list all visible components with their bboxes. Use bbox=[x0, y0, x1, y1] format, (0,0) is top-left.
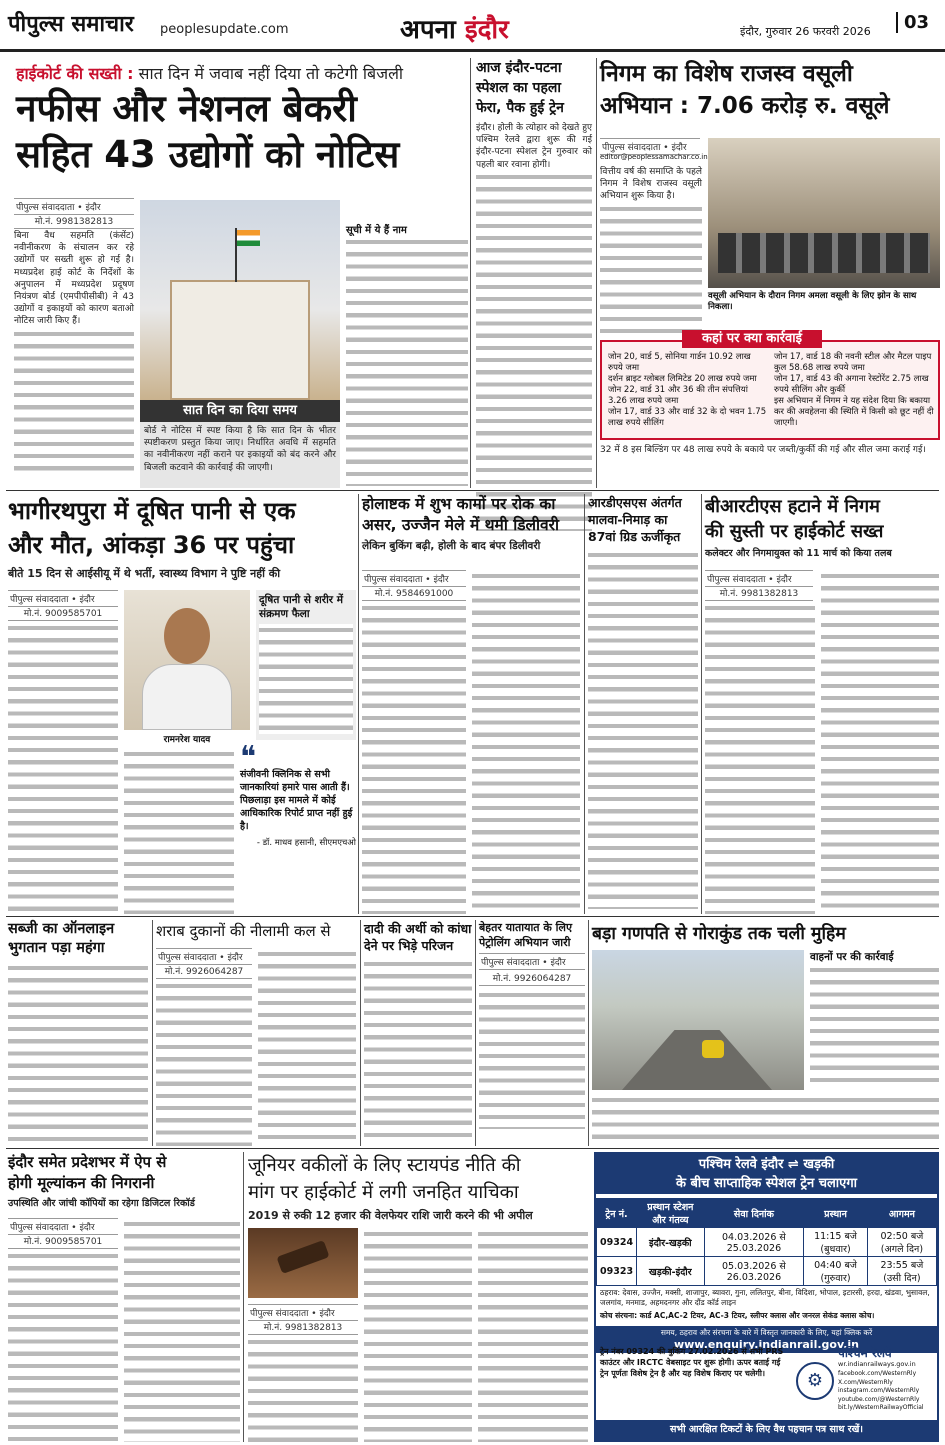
text-filler bbox=[478, 1228, 588, 1442]
text-filler bbox=[362, 602, 466, 914]
quote-text: संजीवनी क्लिनिक से सभी जानकारियां हमारे पास आती हैं। पिछलाड़ा इस मामले में कोई आधिकारिक रिपोर्ट प्राप्त नहीं हुई है। bbox=[240, 769, 353, 832]
junior-text-3 bbox=[478, 1228, 588, 1442]
holashtak-phone: मो.नं. 9584691000 bbox=[362, 585, 466, 601]
photo-caption: सात दिन का दिया समय bbox=[140, 400, 340, 422]
bhagirath-phone: मो.नं. 9009585701 bbox=[8, 605, 118, 621]
brts-text-2 bbox=[821, 570, 939, 914]
gavel-icon bbox=[276, 1240, 329, 1274]
page-header bbox=[0, 0, 945, 52]
petrol-byline: पीपुल्स संवाददाता • इंदौर bbox=[479, 953, 585, 970]
table-cell: 04:40 बजे (गुरुवार) bbox=[804, 1257, 868, 1286]
holashtak-text-2 bbox=[472, 570, 580, 914]
nigam-photo bbox=[708, 138, 940, 288]
brts-story bbox=[705, 494, 939, 914]
sharab-text-2 bbox=[258, 948, 356, 1146]
text-filler bbox=[810, 964, 939, 1084]
section-rule bbox=[6, 490, 939, 491]
dadi-headline: दादी की अर्थी को कांधा देने पर भिड़े परिजन bbox=[364, 921, 472, 953]
junior-story bbox=[248, 1152, 588, 1442]
action-item: जोन 22, वार्ड 31 और 36 की तीन संपत्तियां 3.26 लाख रुपये जमा bbox=[608, 385, 748, 406]
petrol-story bbox=[479, 920, 585, 1146]
lead-byline: पीपुल्स संवाददाता • इंदौर bbox=[14, 198, 134, 215]
table-cell: 02:50 बजे (अगले दिन) bbox=[867, 1228, 936, 1257]
junior-text bbox=[248, 1336, 358, 1442]
table-header: ट्रेन नं. bbox=[597, 1199, 637, 1228]
ganpati-photo bbox=[592, 950, 804, 1090]
text-filler bbox=[592, 1094, 939, 1146]
text-filler bbox=[124, 748, 234, 914]
text-filler bbox=[124, 1218, 240, 1442]
table-cell: 05.03.2026 से 26.03.2026 bbox=[704, 1257, 804, 1286]
bhagirath-headline: भागीरथपुरा में दूषित पानी से एक और मौत, आंकड़ा 36 पर पहुंचा bbox=[8, 497, 296, 559]
action-box bbox=[600, 331, 940, 440]
table-header: आगमन bbox=[867, 1199, 936, 1228]
bhagirath-subhead: बीते 15 दिन से आईसीयू में थे भर्ती, स्वास्थ्य विभाग ने पुष्टि नहीं की bbox=[8, 567, 281, 580]
sharab-text bbox=[156, 980, 252, 1146]
text-filler bbox=[588, 549, 698, 909]
name-list bbox=[346, 222, 468, 488]
ad-stops: ठहराव: देवास, उज्जैन, मक्सी, शाजापुर, ब्यावरा, गुना, ललितपुर, बीना, विदिशा, भोपाल, इटारसी, हरदा, खंडवा, भुसावल, जलगांव, मनमाड, अहमदनगर और दौंड कॉर्ड लाइन bbox=[600, 1288, 930, 1307]
lead-story bbox=[8, 58, 468, 488]
table-header: प्रस्थान स्टेशन और गंतव्य bbox=[637, 1199, 705, 1228]
app-headline: इंदौर समेत प्रदेशभर में ऐप से होगी मूल्यांकन की निगरानी bbox=[8, 1153, 167, 1192]
dadi-story bbox=[364, 920, 472, 1146]
brts-byline: पीपुल्स संवाददाता • इंदौर bbox=[705, 570, 813, 587]
ad-coach: कोच संरचना: कार्ड AC,AC-2 टियर, AC-3 टियर, स्लीपर क्लास और जनरल सेकंड क्लास कोच। bbox=[600, 1311, 875, 1320]
website-link[interactable]: peoplesupdate.com bbox=[160, 22, 289, 37]
ad-booking: ट्रेन नंबर 09324 की बुकिंग 27.02.2026 से सभी PRS काउंटर और IRCTC वेबसाइट पर शुरू होगी। ऊपर बताई गई ट्रेन पूर्णतः विशेष ट्रेन है और यह विशेष किराए पर चलेगी। bbox=[600, 1347, 784, 1378]
holashtak-byline: पीपुल्स संवाददाता • इंदौर bbox=[362, 570, 466, 587]
rdss-story bbox=[588, 494, 698, 914]
sharab-story bbox=[156, 920, 356, 1146]
ganpati-side-text bbox=[810, 964, 939, 1084]
section-title: अपना इंदौर bbox=[400, 15, 509, 45]
table-cell: 11:15 बजे (बुधवार) bbox=[804, 1228, 868, 1257]
table-row bbox=[597, 1228, 937, 1257]
column-rule bbox=[701, 494, 702, 914]
vehicles-shape bbox=[718, 233, 930, 273]
name-list-text bbox=[346, 236, 468, 486]
table-header: प्रस्थान bbox=[804, 1199, 868, 1228]
table-row bbox=[597, 1257, 937, 1286]
brts-text bbox=[705, 602, 815, 914]
ad-footer: सभी आरक्षित टिकटों के लिए वैध पहचान पत्र साथ रखें। bbox=[596, 1420, 937, 1440]
rdss-headline: आरडीएसएस अंतर्गत मालवा-निमाड़ का 87वां ग्रिड ऊर्जीकृत bbox=[588, 495, 682, 544]
table-cell: 09323 bbox=[597, 1257, 637, 1286]
dadi-text bbox=[364, 958, 472, 1138]
petrol-headline: बेहतर यातायात के लिए पेट्रोलिंग अभियान जारी bbox=[479, 921, 573, 949]
nigam-email[interactable]: editor@peoplessamachar.co.in bbox=[600, 153, 708, 161]
nigam-byline: पीपुल्स संवाददाता • इंदौर bbox=[600, 138, 700, 155]
masthead: पीपुल्स समाचार bbox=[8, 11, 134, 37]
nigam-photo-caption: वसूली अभियान के दौरान निगम अमला वसूली के लिए झोन के साथ निकला। bbox=[708, 291, 917, 312]
portrait-photo bbox=[124, 590, 250, 730]
text-filler bbox=[8, 1250, 118, 1442]
side-box-text bbox=[256, 624, 356, 734]
text-filler bbox=[821, 570, 939, 914]
junior-phone: मो.नं. 9981382813 bbox=[248, 1319, 358, 1335]
section-rule bbox=[6, 1148, 939, 1149]
lead-photo bbox=[140, 200, 340, 400]
ad-brand: पश्चिम रेलवे bbox=[838, 1346, 892, 1360]
brts-phone: मो.नं. 9981382813 bbox=[705, 585, 813, 601]
train-schedule-table bbox=[596, 1198, 937, 1286]
social-link-instagram[interactable]: instagram.com/WesternRly bbox=[838, 1387, 920, 1394]
flag-pole-shape bbox=[235, 228, 237, 282]
ad-brand-url[interactable]: wr.indianrailways.gov.in bbox=[838, 1360, 916, 1368]
photo-caption-box bbox=[140, 400, 340, 488]
sharab-headline: शराब दुकानों की नीलामी कल से bbox=[156, 922, 331, 940]
ad-title: पश्चिम रेलवे इंदौर ⇌ खड़की के बीच साप्ताहिक स्पेशल ट्रेन चलाएगा bbox=[596, 1154, 937, 1194]
text-filler bbox=[479, 989, 585, 1129]
app-byline: पीपुल्स संवाददाता • इंदौर bbox=[8, 1218, 118, 1235]
action-box-title: कहां पर क्या कार्रवाई bbox=[682, 330, 822, 348]
text-filler bbox=[156, 980, 252, 1146]
text-filler bbox=[258, 948, 356, 1146]
table-cell: इंदौर-खड़की bbox=[637, 1228, 705, 1257]
ganpati-headline: बड़ा गणपति से गोराकुंड तक चली मुहिम bbox=[592, 924, 846, 944]
text-filler bbox=[14, 328, 134, 478]
sharab-phone: मो.नं. 9926064287 bbox=[156, 963, 252, 979]
lead-text: बिना वैध सहमति (कंसेंट) नवीनीकरण के संचालन कर रहे उद्योगों पर सख्ती शुरू हो गई है। मध्यप्रदेश हाई कोर्ट के निर्देशों के अनुपालन में मध्यप्रदेश प्रदूषण नियंत्रण बोर्ड (एमपीपीसीबी) ने 43 उद्योगों व इकाइयों को कारण बताओ नोटिस जारी किए हैं। bbox=[14, 230, 134, 488]
auto-rickshaw-shape bbox=[702, 1040, 724, 1058]
bhagirath-byline: पीपुल्स संवाददाता • इंदौर bbox=[8, 590, 118, 607]
holashtak-subhead: लेकिन बुकिंग बढ़ी, होली के बाद बंपर डिलीवरी bbox=[362, 540, 541, 552]
text-filler bbox=[705, 602, 815, 914]
table-header-row bbox=[597, 1199, 937, 1228]
bhagirath-text bbox=[8, 622, 118, 914]
social-link-facebook[interactable]: facebook.com/WesternRly bbox=[838, 1370, 917, 1377]
table-header: सेवा दिनांक bbox=[704, 1199, 804, 1228]
dateline: इंदौर, गुरुवार 26 फरवरी 2026 bbox=[740, 25, 871, 38]
section-rule bbox=[6, 916, 939, 917]
railway-logo-icon: ⚙ bbox=[796, 1362, 834, 1400]
bhagirath-text-2 bbox=[124, 748, 234, 914]
app-text-2 bbox=[124, 1218, 240, 1442]
table-cell: 23:55 बजे (उसी दिन) bbox=[867, 1257, 936, 1286]
column-rule bbox=[360, 920, 361, 1146]
quote-box bbox=[240, 740, 356, 914]
ganpati-side-title: वाहनों पर की कार्रवाई bbox=[810, 951, 894, 963]
action-list-left bbox=[608, 352, 768, 429]
action-item: दर्शन ब्राइट ग्लोबल लिमिटेड 20 लाख रुपये जमा bbox=[608, 374, 757, 384]
text-filler bbox=[364, 958, 472, 1138]
page-number: 03 bbox=[896, 12, 929, 33]
app-text bbox=[8, 1250, 118, 1442]
name-list-title: सूची में ये हैं नाम bbox=[346, 225, 407, 236]
train-headline: आज इंदौर-पटना स्पेशल का पहला फेरा, पैक हुई ट्रेन bbox=[476, 60, 564, 116]
lead-headline: नफीस और नेशनल बेकरी सहित 43 उद्योगों को नोटिस bbox=[16, 87, 400, 176]
road-shape bbox=[622, 1030, 772, 1090]
app-story bbox=[8, 1152, 240, 1442]
petrol-text bbox=[479, 989, 585, 1129]
action-item: इस अभियान में निगम ने यह संदेश दिया कि बकाया कर की अवहेलना की स्थिति में किसी को छूट नहीं दी जाएगी। bbox=[774, 396, 934, 428]
brts-headline: बीआरटीएस हटाने में निगम की सुस्ती पर हाईकोर्ट सख्त bbox=[705, 496, 884, 542]
text-filler bbox=[346, 236, 468, 486]
action-item: जोन 20, वार्ड 5, सोनिया गार्डन 10.92 लाख रुपये जमा bbox=[608, 352, 751, 373]
photo-caption-text: बोर्ड ने नोटिस में स्पष्ट किया है कि सात दिन के भीतर स्पष्टीकरण प्रस्तुत किया जाए। निर्धारित अवधि में सहमति का नवीनीकरण नहीं कराने पर इकाइयों को बंद करने और बिजली कटवाने की कार्रवाई की जाएगी। bbox=[144, 426, 336, 473]
side-box bbox=[256, 590, 356, 740]
ganpati-text bbox=[592, 1094, 939, 1146]
lead-kicker: हाईकोर्ट की सख्ती : सात दिन में जवाब नहीं दिया तो कटेगी बिजली bbox=[16, 64, 404, 83]
column-rule bbox=[596, 58, 597, 488]
table-cell: 04.03.2026 से 25.03.2026 bbox=[704, 1228, 804, 1257]
holashtak-headline: होलाष्टक में शुभ कामों पर रोक का असर, उज्जैन मेले में थमी डिलीवरी bbox=[362, 495, 560, 534]
social-link-youtube[interactable]: youtube.com/@WesternRly bbox=[838, 1395, 920, 1403]
holashtak-text bbox=[362, 602, 466, 914]
railway-ad bbox=[594, 1152, 939, 1442]
social-links bbox=[838, 1370, 936, 1413]
portrait-body-shape bbox=[142, 664, 232, 730]
column-rule bbox=[475, 920, 476, 1146]
ganpati-side bbox=[810, 950, 939, 1090]
ganpati-story bbox=[592, 920, 939, 1146]
petrol-phone: मो.नं. 9926064287 bbox=[479, 970, 585, 986]
portrait-caption: रामनरेश यादव bbox=[163, 735, 211, 745]
sabji-headline: सब्जी का ऑनलाइन भुगतान पड़ा महंगा bbox=[8, 921, 115, 956]
column-rule bbox=[358, 494, 359, 914]
sabji-story bbox=[8, 920, 148, 1146]
text-filler bbox=[248, 1336, 358, 1442]
side-box-title: दूषित पानी से शरीर में संक्रमण फैला bbox=[259, 594, 344, 620]
quote-attribution: - डॉ. माधव हसानी, सीएमएचओ bbox=[256, 838, 356, 848]
junior-subhead: 2019 से रुकी 12 हजार की वेलफेयर राशि जारी करने की भी अपील bbox=[248, 1209, 533, 1222]
ad-url[interactable]: www.enquiry.indianrail.gov.in bbox=[673, 1338, 860, 1351]
action-item: जोन 17, वार्ड 18 की नवनी स्टील और मैटल पाइप कुल 58.68 लाख रुपये जमा bbox=[774, 352, 932, 373]
text-filler bbox=[259, 624, 353, 734]
column-rule bbox=[243, 1152, 244, 1442]
app-phone: मो.नं. 9009585701 bbox=[8, 1233, 118, 1249]
sabji-text bbox=[8, 962, 148, 1142]
action-item: जोन 17, वार्ड 33 और वार्ड 32 के दो भवन 1.75 लाख रुपये सीलिंग bbox=[608, 407, 767, 428]
train-story bbox=[476, 58, 592, 488]
flag-icon bbox=[236, 230, 260, 246]
column-rule bbox=[152, 920, 153, 1146]
text-filler bbox=[8, 622, 118, 914]
text-filler bbox=[476, 171, 592, 531]
action-list-right bbox=[774, 352, 936, 429]
action-item: जोन 17, वार्ड 43 की अगाना रेस्टोरेंट 2.75 लाख रुपये सीलिंग और कुर्की bbox=[774, 374, 929, 395]
app-subhead: उपस्थिति और जांची कॉपियों का रहेगा डिजिटल रिकॉर्ड bbox=[8, 1198, 195, 1209]
column-rule bbox=[470, 58, 471, 488]
junior-text-2 bbox=[364, 1228, 472, 1442]
column-rule bbox=[584, 494, 585, 914]
building-shape bbox=[170, 280, 310, 400]
nigam-headline: निगम का विशेष राजस्व वसूली अभियान : 7.06 करोड़ रु. वसूले bbox=[600, 61, 890, 119]
social-link-x[interactable]: X.com/WesternRly bbox=[838, 1378, 893, 1386]
table-cell: खड़की-इंदौर bbox=[637, 1257, 705, 1286]
rdss-text bbox=[588, 549, 698, 909]
nigam-story bbox=[600, 58, 940, 488]
nigam-text: वित्तीय वर्ष की समाप्ति के पहले निगम ने विशेष राजस्व वसूली अभियान शुरू किया है। bbox=[600, 166, 702, 336]
portrait-head-shape bbox=[164, 608, 210, 664]
text-filler bbox=[472, 570, 580, 914]
ad-brand-block bbox=[796, 1344, 936, 1418]
gavel-photo bbox=[248, 1228, 358, 1298]
column-rule bbox=[588, 920, 589, 1146]
brts-subhead: कलेक्टर और निगमायुक्त को 11 मार्च को किया तलब bbox=[705, 548, 892, 559]
junior-byline: पीपुल्स संवाददाता • इंदौर bbox=[248, 1304, 358, 1321]
sharab-byline: पीपुल्स संवाददाता • इंदौर bbox=[156, 948, 252, 965]
holashtak-story bbox=[362, 494, 580, 914]
junior-headline: जूनियर वकीलों के लिए स्टायपंड नीति की मांग पर हाईकोर्ट में लगी जनहित याचिका bbox=[248, 1155, 521, 1203]
ad-note: समय, ठहराव और संरचना के बारे में विस्तृत जानकारी के लिए, यहां क्लिक करें bbox=[660, 1328, 873, 1337]
table-cell: 09324 bbox=[597, 1228, 637, 1257]
bhagirath-story bbox=[8, 494, 356, 914]
train-text: इंदौर। होली के त्योहार को देखते हुए पश्चिम रेलवे द्वारा शुरू की गई इंदौर-पटना स्पेशल ट्रेन गुरुवार को पहली बार रवाना होगी। bbox=[476, 122, 592, 482]
lead-phone: मो.नं. 9981382813 bbox=[14, 213, 134, 229]
social-link-web[interactable]: bit.ly/WesternRailwayOfficial bbox=[838, 1404, 924, 1411]
text-filler bbox=[8, 962, 148, 1142]
text-filler bbox=[364, 1228, 472, 1442]
quote-icon: ❝ bbox=[240, 740, 257, 775]
nigam-tail: 32 में 8 इस बिल्डिंग पर 48 लाख रुपये के बकाये पर जब्ती/कुर्की की गई और सील जमा कराई गई। bbox=[600, 445, 926, 455]
